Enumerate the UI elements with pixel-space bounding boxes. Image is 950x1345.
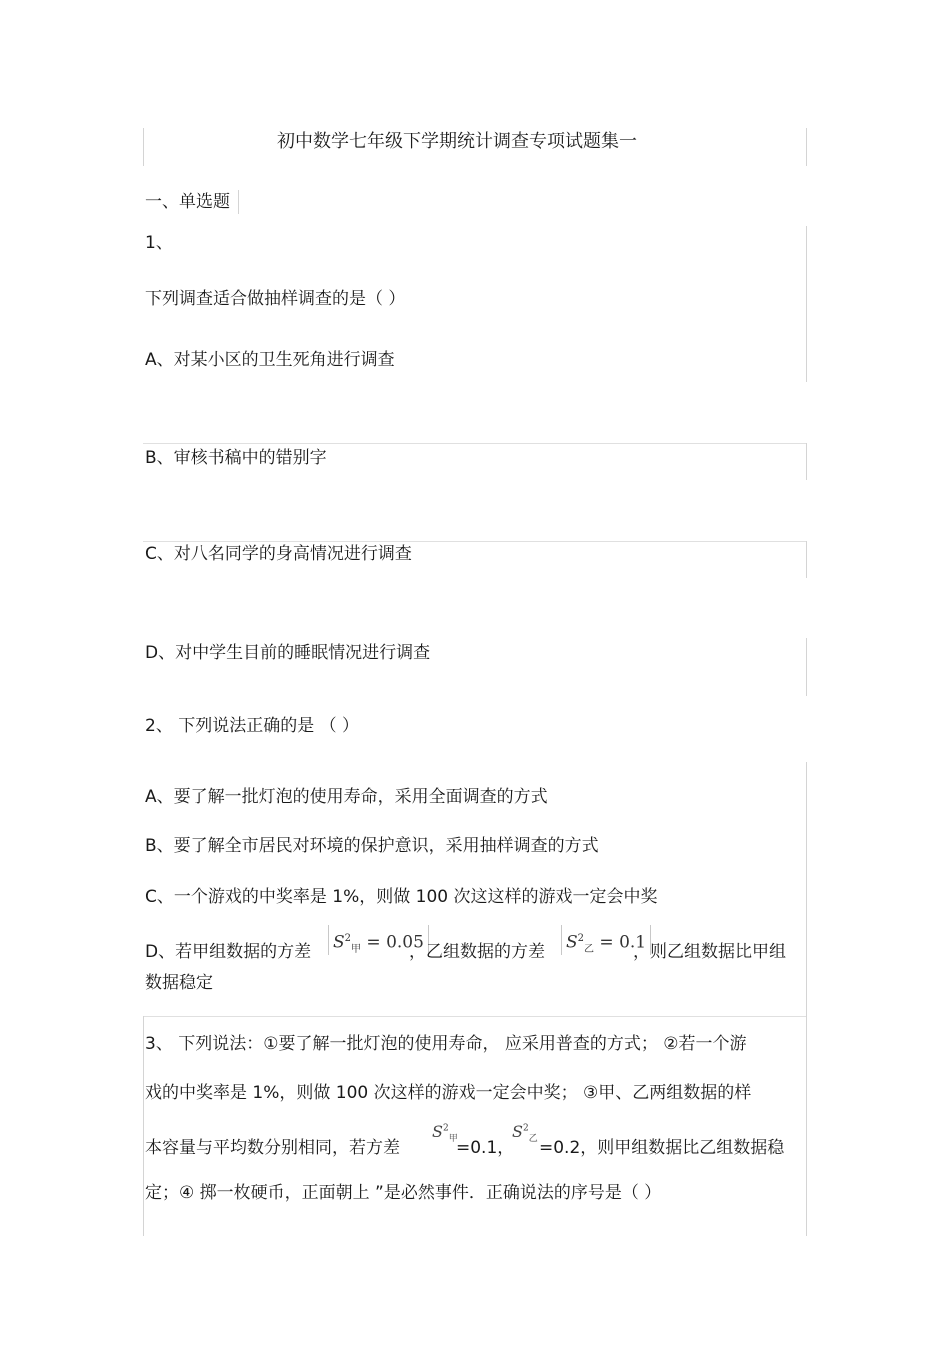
- question-1-option-b: B、审核书稿中的错别字: [145, 448, 327, 468]
- question-1-stem: 下列调查适合做抽样调查的是（ ）: [145, 289, 406, 309]
- question-3-line-4: 定；④ 掷一枚硬币，正面朝上 ”是必然事件．正确说法的序号是（ ）: [145, 1183, 662, 1203]
- border-line: [806, 226, 807, 382]
- variance-symbol-yi: $S^2_乙$: [512, 1122, 538, 1145]
- question-1-number: 1、: [145, 233, 173, 253]
- question-2-option-c: C、一个游戏的中奖率是 1%，则做 100 次这这样的游戏一定会中奖: [145, 887, 658, 907]
- border-line: [143, 541, 807, 542]
- question-1-option-a: A、对某小区的卫生死角进行调查: [145, 350, 395, 370]
- question-3-line-3-part1: 本容量与平均数分别相同，若方差: [145, 1138, 400, 1158]
- border-line: [143, 1016, 807, 1017]
- border-line: [806, 443, 807, 480]
- question-3-line-3-part2: =0.1，: [456, 1138, 515, 1158]
- border-line: [143, 443, 807, 444]
- question-2-stem: 2、 下列说法正确的是 （ ）: [145, 716, 360, 736]
- question-1-option-c: C、对八名同学的身高情况进行调查: [145, 544, 412, 564]
- border-line: [143, 1016, 144, 1236]
- border-line: [806, 638, 807, 696]
- border-line: [238, 190, 239, 214]
- border-line: [806, 541, 807, 578]
- border-line: [806, 1016, 807, 1236]
- page-title: 初中数学七年级下学期统计调查专项试题集一: [277, 131, 637, 152]
- question-2-option-d-part2: ，乙组数据的方差: [409, 942, 545, 962]
- question-3-line-3-part3: =0.2，则甲组数据比乙组数据稳: [539, 1138, 785, 1158]
- question-2-option-d-part1: D、若甲组数据的方差: [145, 942, 312, 962]
- question-2-option-a: A、要了解一批灯泡的使用寿命，采用全面调查的方式: [145, 787, 548, 807]
- variance-symbol-jia: $S^2_甲$: [432, 1122, 458, 1145]
- border-line: [806, 762, 807, 1016]
- question-2-option-d-part4: 数据稳定: [145, 973, 213, 993]
- question-1-option-d: D、对中学生目前的睡眠情况进行调查: [145, 643, 431, 663]
- question-2-option-d-part3: ，则乙组数据比甲组: [633, 942, 786, 962]
- variance-formula-jia: $S^2_甲 = 0.05$: [328, 925, 429, 955]
- question-3-line-2: 戏的中奖率是 1%，则做 100 次这样的游戏一定会中奖； ③甲、乙两组数据的样: [145, 1083, 752, 1103]
- section-heading: 一、单选题: [145, 192, 230, 212]
- question-3-line-1: 3、 下列说法：①要了解一批灯泡的使用寿命， 应采用普查的方式； ②若一个游: [145, 1034, 747, 1054]
- variance-formula-yi: $S^2_乙 = 0.1$: [561, 925, 651, 955]
- question-2-option-b: B、要了解全市居民对环境的保护意识，采用抽样调查的方式: [145, 836, 599, 856]
